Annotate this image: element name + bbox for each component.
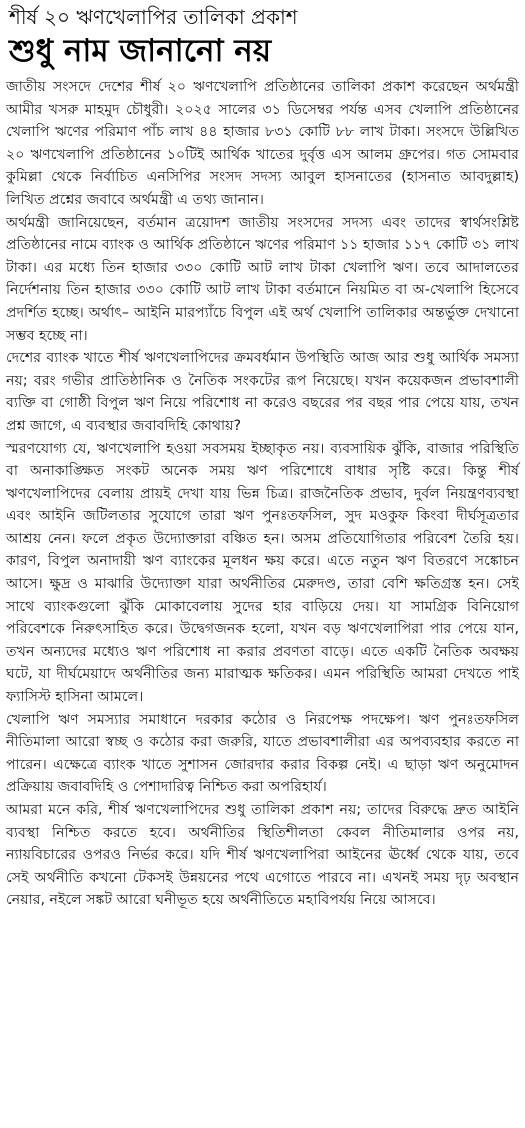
editorial-article <box>6 4 519 912</box>
body-paragraph: জাতীয় সংসদে দেশের শীর্ষ ২০ ঋণখেলাপি প্রতিষ্ঠানের তালিকা প্রকাশ করেছেন অর্থমন্ত্রী আমীর খসরু মাহমুদ চৌধুরী। ২০২৫ সালের ৩১ ডিসেম্বর পর্যন্ত এসব খেলাপি প্রতিষ্ঠানের খেলাপি ঋণের পরিমাণ পাঁচ লাখ ৪৪ হাজার ৮৩১ কোটি ৮৮ লাখ টাকা। সংসদে উল্লিখিত ২০ ঋণখেলাপি প্রতিষ্ঠানের ১০টিই আর্থিক খাতের দুর্বৃত্ত এস আলম গ্রুপের। গত সোমবার কুমিল্লা থেকে নির্বাচিত এনসিপির সংসদ সদস্য আবুল হাসনাতের (হাসনাত আবদুল্লাহ) লিখিত প্রশ্নের জবাবে অর্থমন্ত্রী এ তথ্য জানান। <box>6 79 519 208</box>
body-paragraph: স্মরণযোগ্য যে, ঋণখেলাপি হওয়া সবসময় ইচ্ছাকৃত নয়। ব্যবসায়িক ঝুঁকি, বাজার পরিস্থিতি বা অনাকাঙ্ক্ষিত সংকট অনেক সময় ঋণ পরিশোধে বাধার সৃষ্টি করে। কিন্তু শীর্ষ ঋণখেলাপিদের বেলায় প্রায়ই দেখা যায় ভিন্ন চিত্র। রাজনৈতিক প্রভাব, দুর্বল নিয়ন্ত্রণব্যবস্থা এবং আইনি জটিলতার সুযোগে তারা ঋণ পুনঃতফসিল, সুদ মওকুফ কিংবা দীর্ঘসূত্রতার আশ্রয় নেন। ফলে প্রকৃত উদ্যোক্তারা বঞ্চিত হন। অসম প্রতিযোগিতার পরিবেশ তৈরি হয়। কারণ, বিপুল অনাদায়ী ঋণ ব্যাংকের মূলধন ক্ষয় করে। এতে নতুন ঋণ বিতরণে সঙ্কোচন আসে। ক্ষুদ্র ও মাঝারি উদ্যোক্তা যারা অর্থনীতির মেরুদণ্ড, তারা বেশি ক্ষতিগ্রস্ত হন। সেই সাথে ব্যাংকগুলো ঝুঁকি মোকাবেলায় সুদের হার বাড়িয়ে দেয়। যা সামগ্রিক বিনিয়োগ পরিবেশকে নিরুৎসাহিত করে। উদ্বেগজনক হলো, যখন বড় ঋণখেলাপিরা পার পেয়ে যান, তখন অন্যদের মধ্যেও ঋণ পরিশোধ না করার প্রবণতা বাড়ে। এতে একটি নৈতিক অবক্ষয় ঘটে, যা দীর্ঘমেয়াদে অর্থনীতির জন্য মারাত্মক ক্ষতিকর। এমন পরিস্থিতি আমরা দেখতে পাই ফ্যাসিস্ট হাসিনা আমলে। <box>6 440 519 706</box>
article-headline: শুধু নাম জানানো নয় <box>9 33 272 69</box>
article-kicker: শীর্ষ ২০ ঋণখেলাপির তালিকা প্রকাশ <box>9 5 298 29</box>
body-paragraph: অর্থমন্ত্রী জানিয়েছেন, বর্তমান ত্রয়োদশ জাতীয় সংসদের সদস্য এবং তাদের স্বার্থসংশ্লিষ্ট প্রতিষ্ঠানের নামে ব্যাংক ও আর্থিক প্রতিষ্ঠানে ঋণের পরিমাণ ১১ হাজার ১১৭ কোটি ৩১ লাখ টাকা। এর মধ্যে তিন হাজার ৩৩০ কোটি আট লাখ টাকা খেলাপি ঋণ। তবে আদালতের নির্দেশনায় তিন হাজার ৩৩০ কোটি আট লাখ টাকা বর্তমানে নিয়মিত বা অ-খেলাপি হিসেবে প্রদর্শিত হচ্ছে। অর্থাৎ– আইনি মারপ্যাঁচে বিপুল এই অর্থ খেলাপি তালিকার অন্তর্ভুক্ত দেখানো সম্ভব হচ্ছে না। <box>6 214 519 344</box>
body-paragraph: দেশের ব্যাংক খাতে শীর্ষ ঋণখেলাপিদের ক্রমবর্ধমান উপস্থিতি আজ আর শুধু আর্থিক সমস্যা নয়; বরং গভীর প্রাতিষ্ঠানিক ও নৈতিক সংকটের রূপ নিয়েছে। যখন কয়েকজন প্রভাবশালী ব্যক্তি বা গোষ্ঠী বিপুল ঋণ নিয়ে পরিশোধ না করেও বছরের পর বছর পার পেয়ে যায়, তখন প্রশ্ন জাগে, এ ব্যবস্থার জবাবদিহি কোথায়? <box>6 350 519 434</box>
body-paragraph: আমরা মনে করি, শীর্ষ ঋণখেলাপিদের শুধু তালিকা প্রকাশ নয়; তাদের বিরুদ্ধে দ্রুত আইনি ব্যবস্থা নিশ্চিত করতে হবে। অর্থনীতির স্থিতিশীলতা কেবল নীতিমালার ওপর নয়, ন্যায়বিচারের ওপরও নির্ভর করে। যদি শীর্ষ ঋণখেলাপিরা আইনের ঊর্ধ্বে থেকে যায়, তবে সেই অর্থনীতি কখনো টেকসই উন্নয়নের পথে এগোতে পারবে না। এখনই সময় দৃঢ় অবস্থান নেয়ার, নইলে সঙ্কট আরো ঘনীভূত হয়ে অর্থনীতিতে মহাবিপর্যয় নিয়ে আসবে। <box>6 802 519 909</box>
body-paragraph: খেলাপি ঋণ সমস্যার সমাধানে দরকার কঠোর ও নিরপেক্ষ পদক্ষেপ। ঋণ পুনঃতফসিল নীতিমালা আরো স্বচ্ছ ও কঠোর করা জরুরি, যাতে প্রভাবশালীরা এর অপব্যবহার করতে না পারেন। এক্ষেত্রে ব্যাংক খাতে সুশাসন জোরদার করার বিকল্প নেই। এ ছাড়া ঋণ অনুমোদন প্রক্রিয়ায় জবাবদিহি ও পেশাদারিত্ব নিশ্চিত করা অপরিহার্য। <box>6 711 519 796</box>
article-body <box>6 76 519 912</box>
